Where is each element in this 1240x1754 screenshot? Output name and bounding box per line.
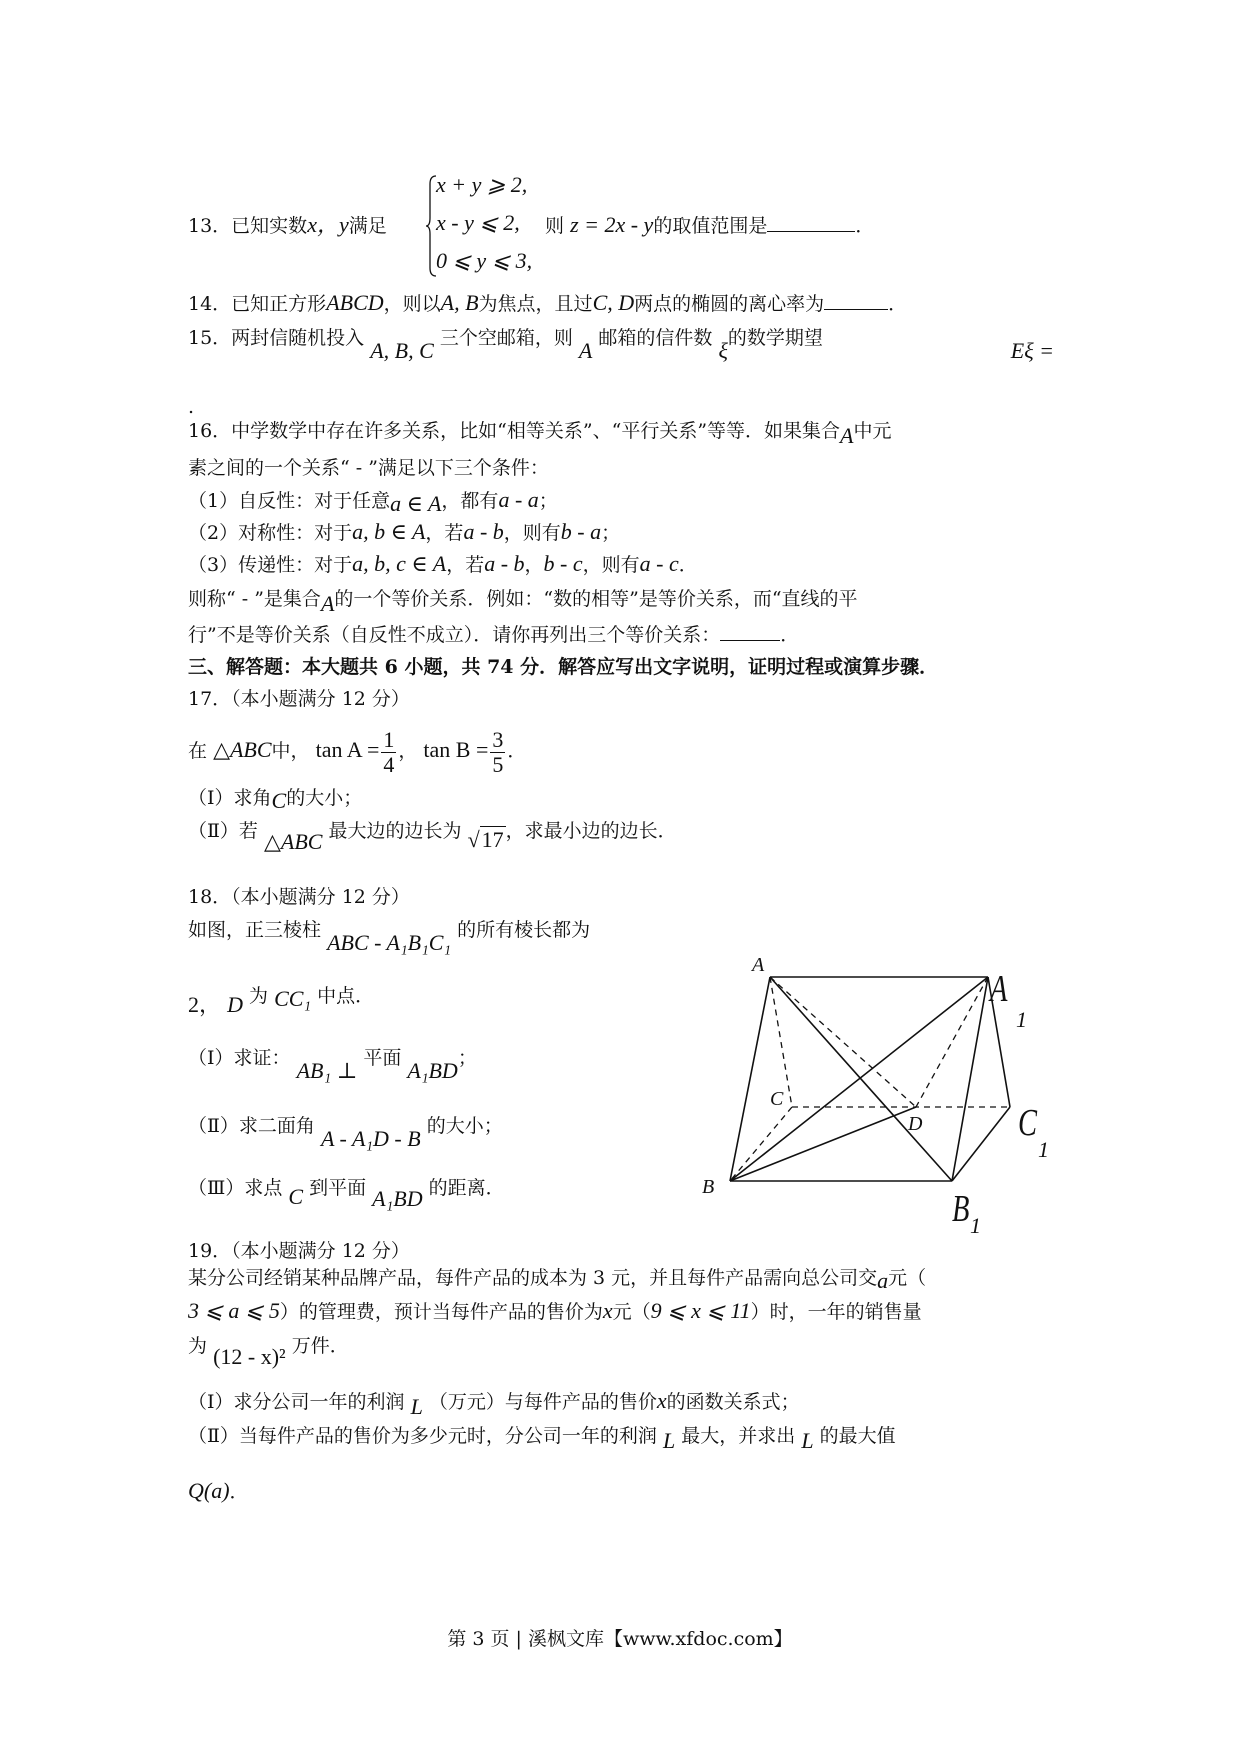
- edge-A1-B1: [952, 977, 988, 1181]
- label-A1-sub: 1: [1016, 1007, 1027, 1032]
- label-D: D: [908, 1113, 923, 1135]
- prism-figure: [690, 945, 1070, 1235]
- q16-line-1: 16．中学数学中存在许多关系，比如“相等关系”、“平行关系”等等．如果集合A中元: [188, 420, 892, 448]
- answer-blank[interactable]: [720, 622, 780, 641]
- line-A-B1: [770, 977, 952, 1181]
- q15-line: 15．两封信随机投入 A, B, C 三个空邮箱，则 A 邮箱的信件数 ξ的数学期望 Eξ =: [188, 327, 1054, 363]
- label-A: A: [752, 954, 765, 976]
- fraction: $\frac{3}{5}$: [492, 726, 504, 777]
- q13-line: 13．已知实数x，y满足: [188, 212, 387, 237]
- line-A-D: [770, 977, 916, 1107]
- q17-line-1: 在 △ABC中， tan A = $\frac{1}{4}$ ， tan B = $\frac{3}{5}$ ．: [188, 726, 527, 777]
- label-A1: A: [990, 968, 1008, 1011]
- label-B: B: [702, 1176, 715, 1198]
- constraint-2: x - y ⩽ 2,: [436, 210, 520, 235]
- fraction: $\frac{1}{4}$: [383, 726, 395, 777]
- edge-C-B: [730, 1107, 792, 1181]
- constraint-3: 0 ⩽ y ⩽ 3,: [436, 248, 533, 273]
- line-B-D: [730, 1107, 916, 1181]
- q19-line-3: 为 (12 - x)² 万件．: [188, 1335, 349, 1369]
- q19-part-2-cont: Q(a)．: [188, 1478, 249, 1503]
- label-B1-sub: 1: [970, 1213, 981, 1235]
- label-C: C: [770, 1088, 784, 1110]
- section-heading: 三、解答题：本大题共 6 小题，共 74 分．解答应写出文字说明，证明过程或演算步骤．: [188, 656, 939, 678]
- label-C1: C: [1018, 1102, 1038, 1145]
- q16-line-6: 则称“ - ”是集合A的一个等价关系．例如：“数的相等”是等价关系，而“直线的平: [188, 588, 858, 616]
- q19-part-2: （Ⅱ）当每件产品的售价为多少元时，分公司一年的利润 L 最大，并求出 L 的最大值: [188, 1425, 896, 1453]
- q19-head: 19．（本小题满分 12 分）: [188, 1240, 410, 1262]
- q19-part-1: （Ⅰ）求分公司一年的利润 L （万元）与每件产品的售价x的函数关系式；: [188, 1388, 800, 1419]
- q17-part-2: （Ⅱ）若 △ABC 最大边的边长为 √17 ，求最小边的边长．: [188, 820, 677, 854]
- q19-line-1: 某分公司经销某种品牌产品，每件产品的成本为 3 元，并且每件产品需向总公司交a元（: [188, 1267, 927, 1293]
- q18-line-1: 如图，正三棱柱 ABC - A₁B₁C₁ 的所有棱长都为: [188, 919, 591, 955]
- q17-part-1: （Ⅰ）求角C的大小；: [188, 787, 363, 813]
- q17-head: 17．（本小题满分 12 分）: [188, 688, 410, 710]
- q16-line-2: 素之间的一个关系“ - ”满足以下三个条件：: [188, 457, 549, 479]
- q13-tail: 则 z = 2x - y的取值范围是 ．: [545, 212, 875, 237]
- q18-head: 18．（本小题满分 12 分）: [188, 886, 410, 908]
- edge-C1-B1: [952, 1107, 1010, 1181]
- page-footer: 第 3 页 | 溪枫文库【www.xfdoc.com】: [447, 1628, 793, 1650]
- q16-cond-1: （1）自反性：对于任意a ∈ A，都有a - a；: [188, 487, 558, 516]
- constraint-1: x + y ⩾ 2,: [436, 172, 528, 197]
- answer-blank[interactable]: [767, 213, 855, 232]
- q14-line: 14．已知正方形ABCD，则以A, B为焦点，且过C, D两点的椭圆的离心率为 ．: [188, 290, 908, 315]
- q18-part-1: （Ⅰ）求证： AB₁ ⊥ 平面 A₁BD；: [188, 1047, 477, 1083]
- answer-blank[interactable]: [824, 291, 888, 310]
- label-C1-sub: 1: [1038, 1137, 1049, 1162]
- q18-line-2: 2， D 为 CC₁ 中点．: [188, 985, 375, 1017]
- q16-cond-3: （3）传递性：对于a, b, c ∈ A，若a - b，b - c，则有a - c．: [188, 551, 698, 576]
- edge-A-B: [730, 977, 770, 1181]
- q16-line-7: 行”不是等价关系（自反性不成立）．请你再列出三个等价关系： ．: [188, 624, 800, 646]
- q19-line-2: 3 ⩽ a ⩽ 5）的管理费，预计当每件产品的售价为x元（9 ⩽ x ⩽ 11）时，一年的销售量: [188, 1298, 922, 1323]
- line-B-A1: [730, 977, 988, 1181]
- q18-part-3: （Ⅲ）求点 C 到平面 A₁BD 的距离．: [188, 1177, 505, 1211]
- label-B1: B: [952, 1188, 970, 1231]
- q18-part-2: （Ⅱ）求二面角 A - A₁D - B 的大小；: [188, 1115, 503, 1151]
- q15-end: .: [188, 396, 195, 418]
- q16-cond-2: （2）对称性：对于a, b ∈ A，若a - b，则有b - a；: [188, 519, 621, 544]
